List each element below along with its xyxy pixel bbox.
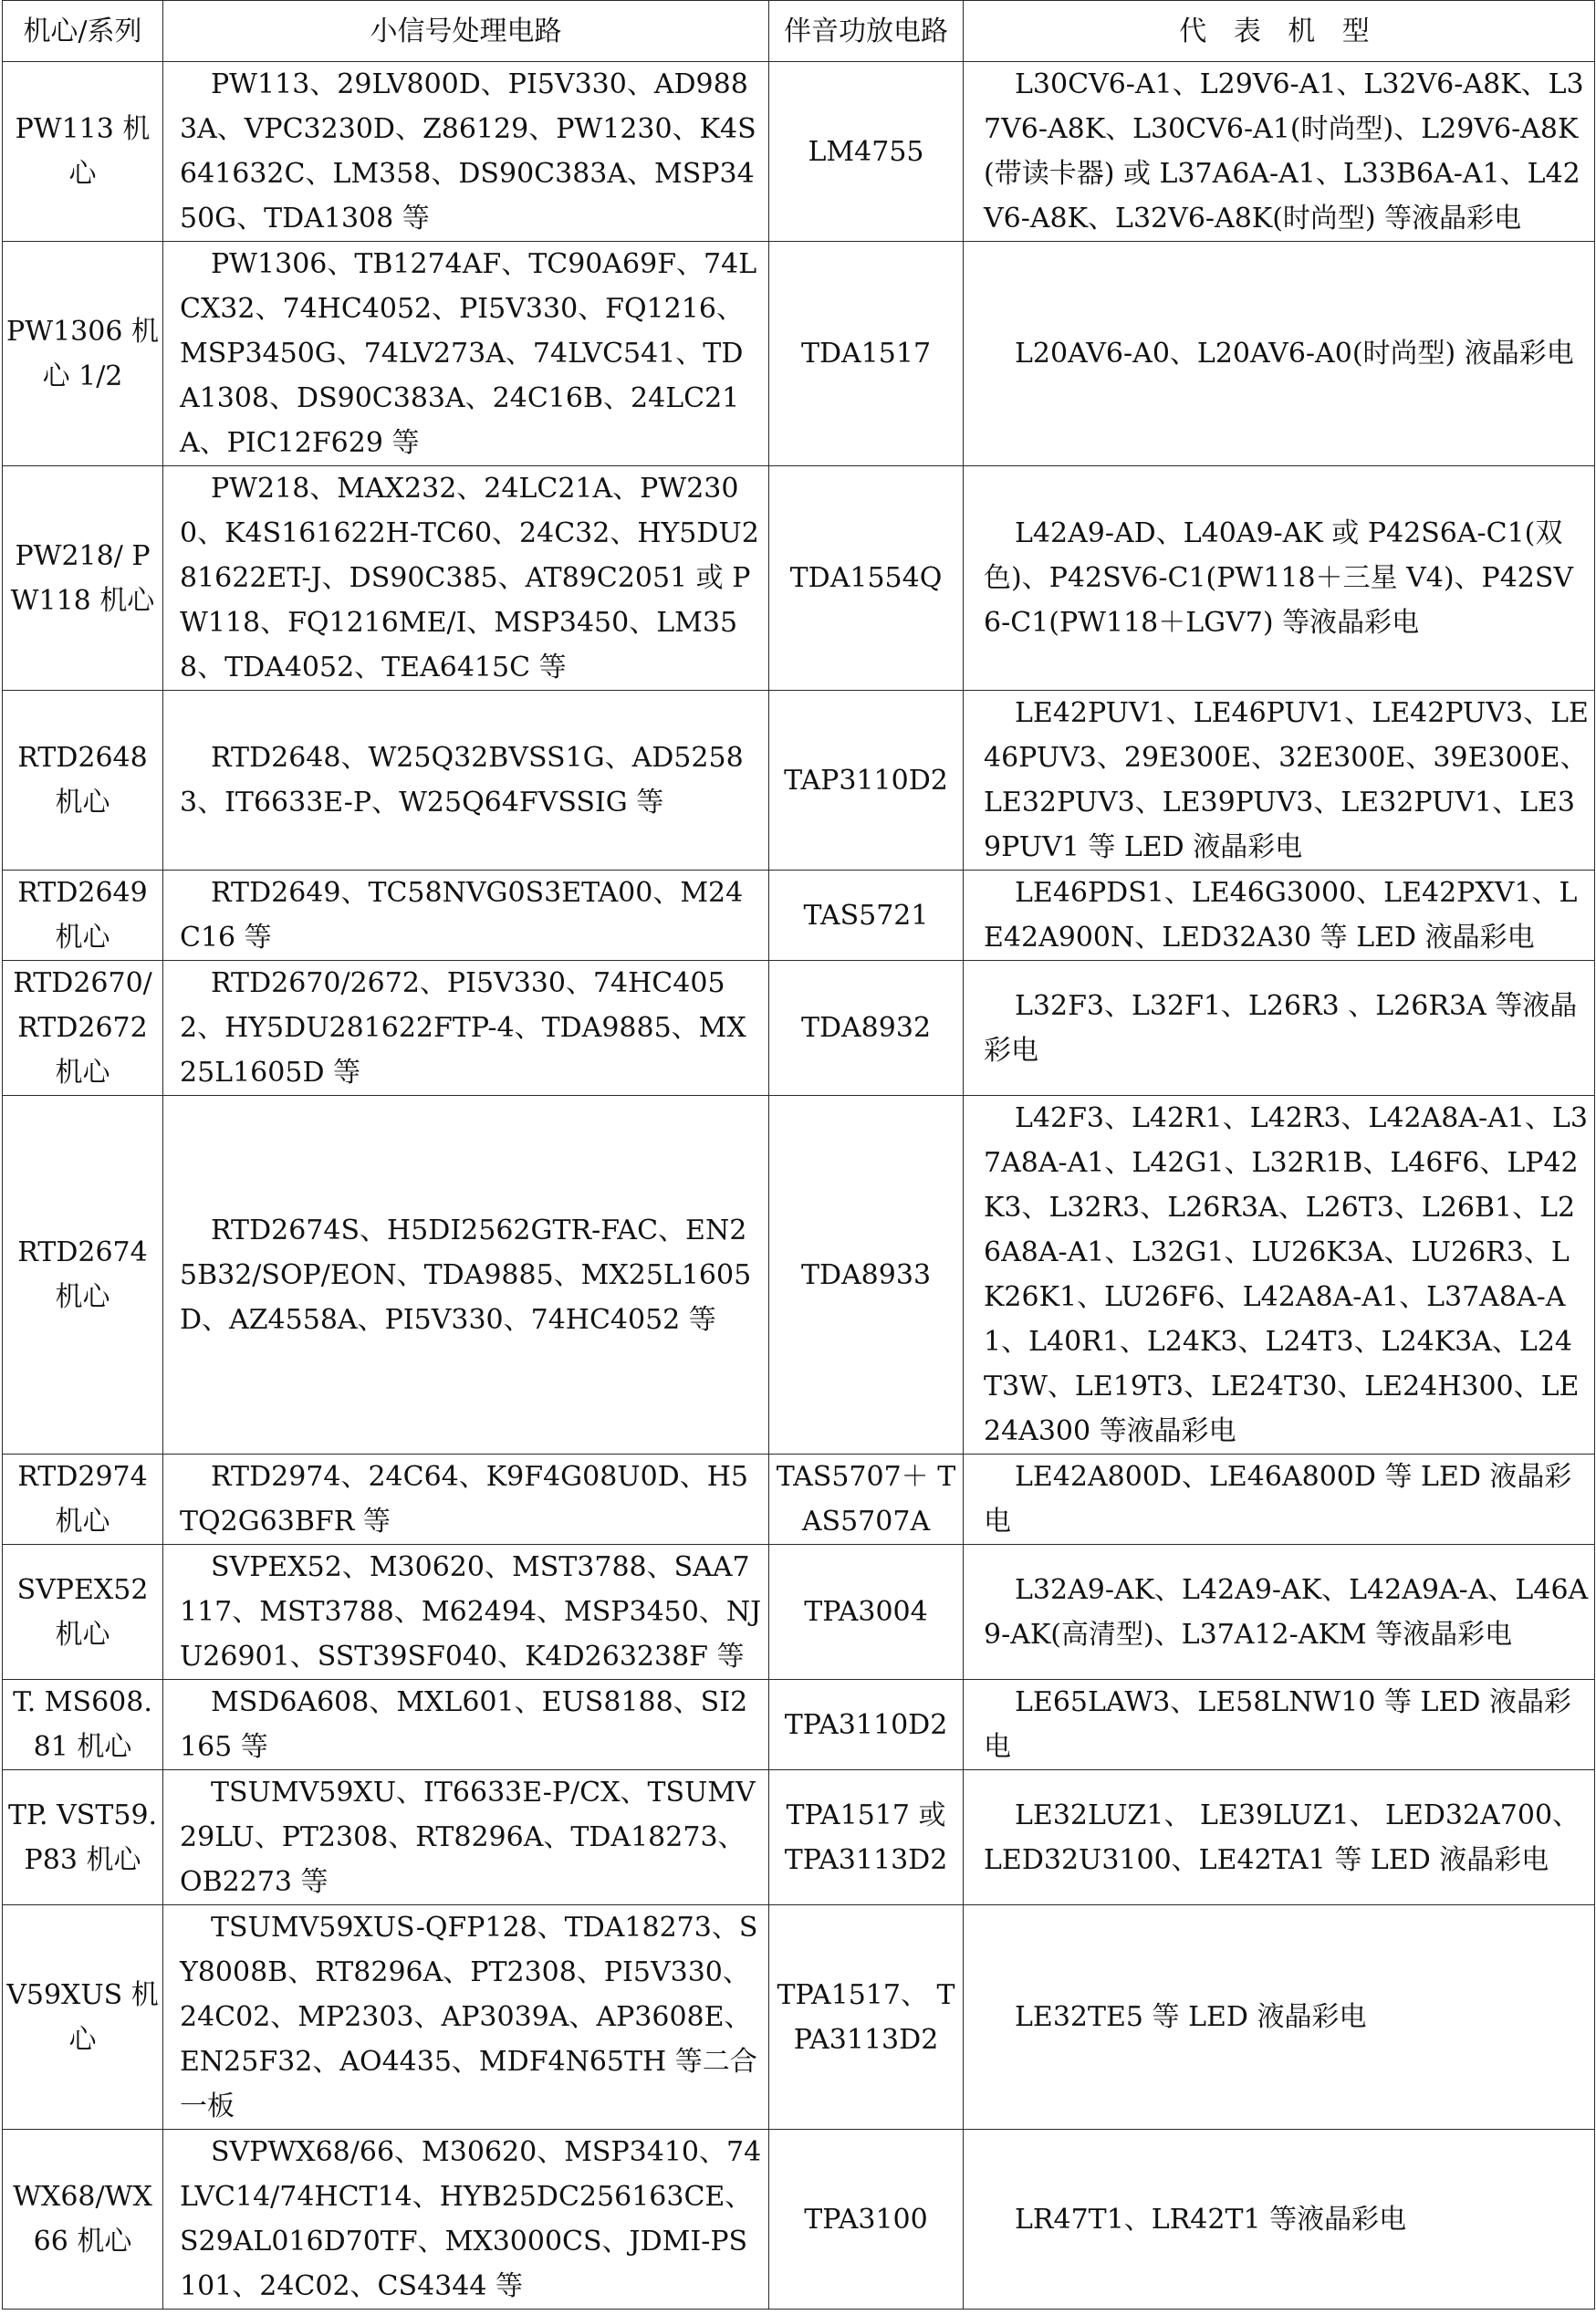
chassis-cell: TP. VST59. P83 机心 <box>3 1770 163 1905</box>
representative-cell: L20AV6-A0、L20AV6-A0(时尚型) 液晶彩电 <box>964 242 1595 466</box>
chassis-cell: RTD2670/ RTD2672 机心 <box>3 961 163 1096</box>
table-container <box>2 0 1594 2310</box>
small-signal-cell: RTD2974、24C64、K9F4G08U0D、H5TQ2G63BFR 等 <box>163 1455 769 1545</box>
header-row <box>3 1 1595 62</box>
small-signal-cell: TSUMV59XU、IT6633E-P/CX、TSUMV29LU、PT2308、RT8296A、TDA18273、OB2273 等 <box>163 1770 769 1905</box>
audio-amp-cell: TAS5721 <box>769 871 964 961</box>
chassis-cell: WX68/WX66 机心 <box>3 2130 163 2310</box>
representative-cell: LE65LAW3、LE58LNW10 等 LED 液晶彩电 <box>964 1680 1595 1770</box>
table-row <box>3 1680 1595 1770</box>
audio-amp-cell: TPA3100 <box>769 2130 964 2310</box>
representative-cell: LR47T1、LR42T1 等液晶彩电 <box>964 2130 1595 2310</box>
table-row <box>3 2130 1595 2310</box>
table-row <box>3 1770 1595 1905</box>
header-representative: 代 表 机 型 <box>964 1 1595 62</box>
small-signal-cell: SVPEX52、M30620、MST3788、SAA7117、MST3788、M62494、MSP3450、NJU26901、SST39SF040、K4D263238F 等 <box>163 1545 769 1680</box>
audio-amp-cell: TAP3110D2 <box>769 691 964 871</box>
table-row <box>3 1455 1595 1545</box>
table-row <box>3 242 1595 466</box>
audio-amp-cell: TPA1517、 TPA3113D2 <box>769 1905 964 2130</box>
table-row <box>3 62 1595 242</box>
chassis-cell: RTD2649 机心 <box>3 871 163 961</box>
small-signal-cell: RTD2674S、H5DI2562GTR-FAC、EN25B32/SOP/EON、TDA9885、MX25L1605D、AZ4558A、PI5V330、74HC4052 等 <box>163 1096 769 1455</box>
representative-cell: L32A9-AK、L42A9-AK、L42A9A-A、L46A9-AK(高清型)、L37A12-AKM 等液晶彩电 <box>964 1545 1595 1680</box>
table-row <box>3 691 1595 871</box>
representative-cell: LE42A800D、LE46A800D 等 LED 液晶彩电 <box>964 1455 1595 1545</box>
representative-cell: L30CV6-A1、L29V6-A1、L32V6-A8K、L37V6-A8K、L30CV6-A1(时尚型)、L29V6-A8K(带读卡器) 或 L37A6A-A1、L33B6A-A1、L42V6-A8K、L32V6-A8K(时尚型) 等液晶彩电 <box>964 62 1595 242</box>
representative-cell: L42F3、L42R1、L42R3、L42A8A-A1、L37A8A-A1、L42G1、L32R1B、L46F6、LP42K3、L32R3、L26R3A、L26T3、L26B1、L26A8A-A1、L32G1、LU26K3A、LU26R3、LK26K1、LU26F6、L42A8A-A1、L37A8A-A1、L40R1、L24K3、L24T3、L24K3A、L24T3W、LE19T3、LE24T30、LE24H300、LE24A300 等液晶彩电 <box>964 1096 1595 1455</box>
header-chassis: 机心/系列 <box>3 1 163 62</box>
representative-cell: LE46PDS1、LE46G3000、LE42PXV1、LE42A900N、LED32A30 等 LED 液晶彩电 <box>964 871 1595 961</box>
audio-amp-cell: TAS5707＋ TAS5707A <box>769 1455 964 1545</box>
small-signal-cell: RTD2648、W25Q32BVSS1G、AD52583、IT6633E-P、W25Q64FVSSIG 等 <box>163 691 769 871</box>
small-signal-cell: RTD2649、TC58NVG0S3ETA00、M24C16 等 <box>163 871 769 961</box>
audio-amp-cell: TDA1554Q <box>769 466 964 691</box>
audio-amp-cell: TPA3004 <box>769 1545 964 1680</box>
table-row <box>3 1545 1595 1680</box>
chassis-table <box>2 0 1595 2310</box>
table-row <box>3 961 1595 1096</box>
small-signal-cell: TSUMV59XUS-QFP128、TDA18273、SY8008B、RT8296A、PT2308、PI5V330、24C02、MP2303、AP3039A、AP3608E、EN25F32、AO4435、MDF4N65TH 等二合一板 <box>163 1905 769 2130</box>
chassis-cell: PW218/ PW118 机心 <box>3 466 163 691</box>
chassis-cell: PW113 机心 <box>3 62 163 242</box>
representative-cell: L32F3、L32F1、L26R3 、L26R3A 等液晶彩电 <box>964 961 1595 1096</box>
header-small-signal: 小信号处理电路 <box>163 1 769 62</box>
header-audio-amp: 伴音功放电路 <box>769 1 964 62</box>
table-row <box>3 1905 1595 2130</box>
audio-amp-cell: TDA8933 <box>769 1096 964 1455</box>
table-row <box>3 1096 1595 1455</box>
small-signal-cell: PW113、29LV800D、PI5V330、AD9883A、VPC3230D、Z86129、PW1230、K4S641632C、LM358、DS90C383A、MSP3450G、TDA1308 等 <box>163 62 769 242</box>
small-signal-cell: PW1306、TB1274AF、TC90A69F、74LCX32、74HC4052、PI5V330、FQ1216、MSP3450G、74LV273A、74LVC541、TDA1308、DS90C383A、24C16B、24LC21A、PIC12F629 等 <box>163 242 769 466</box>
small-signal-cell: PW218、MAX232、24LC21A、PW2300、K4S161622H-TC60、24C32、HY5DU281622ET-J、DS90C385、AT89C2051 或 PW118、FQ1216ME/I、MSP3450、LM358、TDA4052、TEA6415C 等 <box>163 466 769 691</box>
audio-amp-cell: TDA8932 <box>769 961 964 1096</box>
chassis-cell: RTD2674 机心 <box>3 1096 163 1455</box>
chassis-cell: T. MS608. 81 机心 <box>3 1680 163 1770</box>
audio-amp-cell: TPA1517 或 TPA3113D2 <box>769 1770 964 1905</box>
representative-cell: L42A9-AD、L40A9-AK 或 P42S6A-C1(双色)、P42SV6-C1(PW118＋三星 V4)、P42SV6-C1(PW118＋LGV7) 等液晶彩电 <box>964 466 1595 691</box>
small-signal-cell: SVPWX68/66、M30620、MSP3410、74LVC14/74HCT14、HYB25DC256163CE、S29AL016D70TF、MX3000CS、JDMI-PS101、24C02、CS4344 等 <box>163 2130 769 2310</box>
representative-cell: LE32LUZ1、 LE39LUZ1、 LED32A700、LED32U3100、LE42TA1 等 LED 液晶彩电 <box>964 1770 1595 1905</box>
audio-amp-cell: TDA1517 <box>769 242 964 466</box>
chassis-cell: V59XUS 机心 <box>3 1905 163 2130</box>
representative-cell: LE32TE5 等 LED 液晶彩电 <box>964 1905 1595 2130</box>
audio-amp-cell: TPA3110D2 <box>769 1680 964 1770</box>
small-signal-cell: MSD6A608、MXL601、EUS8188、SI2165 等 <box>163 1680 769 1770</box>
chassis-cell: RTD2974 机心 <box>3 1455 163 1545</box>
chassis-cell: RTD2648 机心 <box>3 691 163 871</box>
table-row <box>3 466 1595 691</box>
small-signal-cell: RTD2670/2672、PI5V330、74HC4052、HY5DU281622FTP-4、TDA9885、MX25L1605D 等 <box>163 961 769 1096</box>
representative-cell: LE42PUV1、LE46PUV1、LE42PUV3、LE46PUV3、29E300E、32E300E、39E300E、LE32PUV3、LE39PUV3、LE32PUV1、LE39PUV1 等 LED 液晶彩电 <box>964 691 1595 871</box>
audio-amp-cell: LM4755 <box>769 62 964 242</box>
chassis-cell: SVPEX52 机心 <box>3 1545 163 1680</box>
table-row <box>3 871 1595 961</box>
chassis-cell: PW1306 机心 1/2 <box>3 242 163 466</box>
